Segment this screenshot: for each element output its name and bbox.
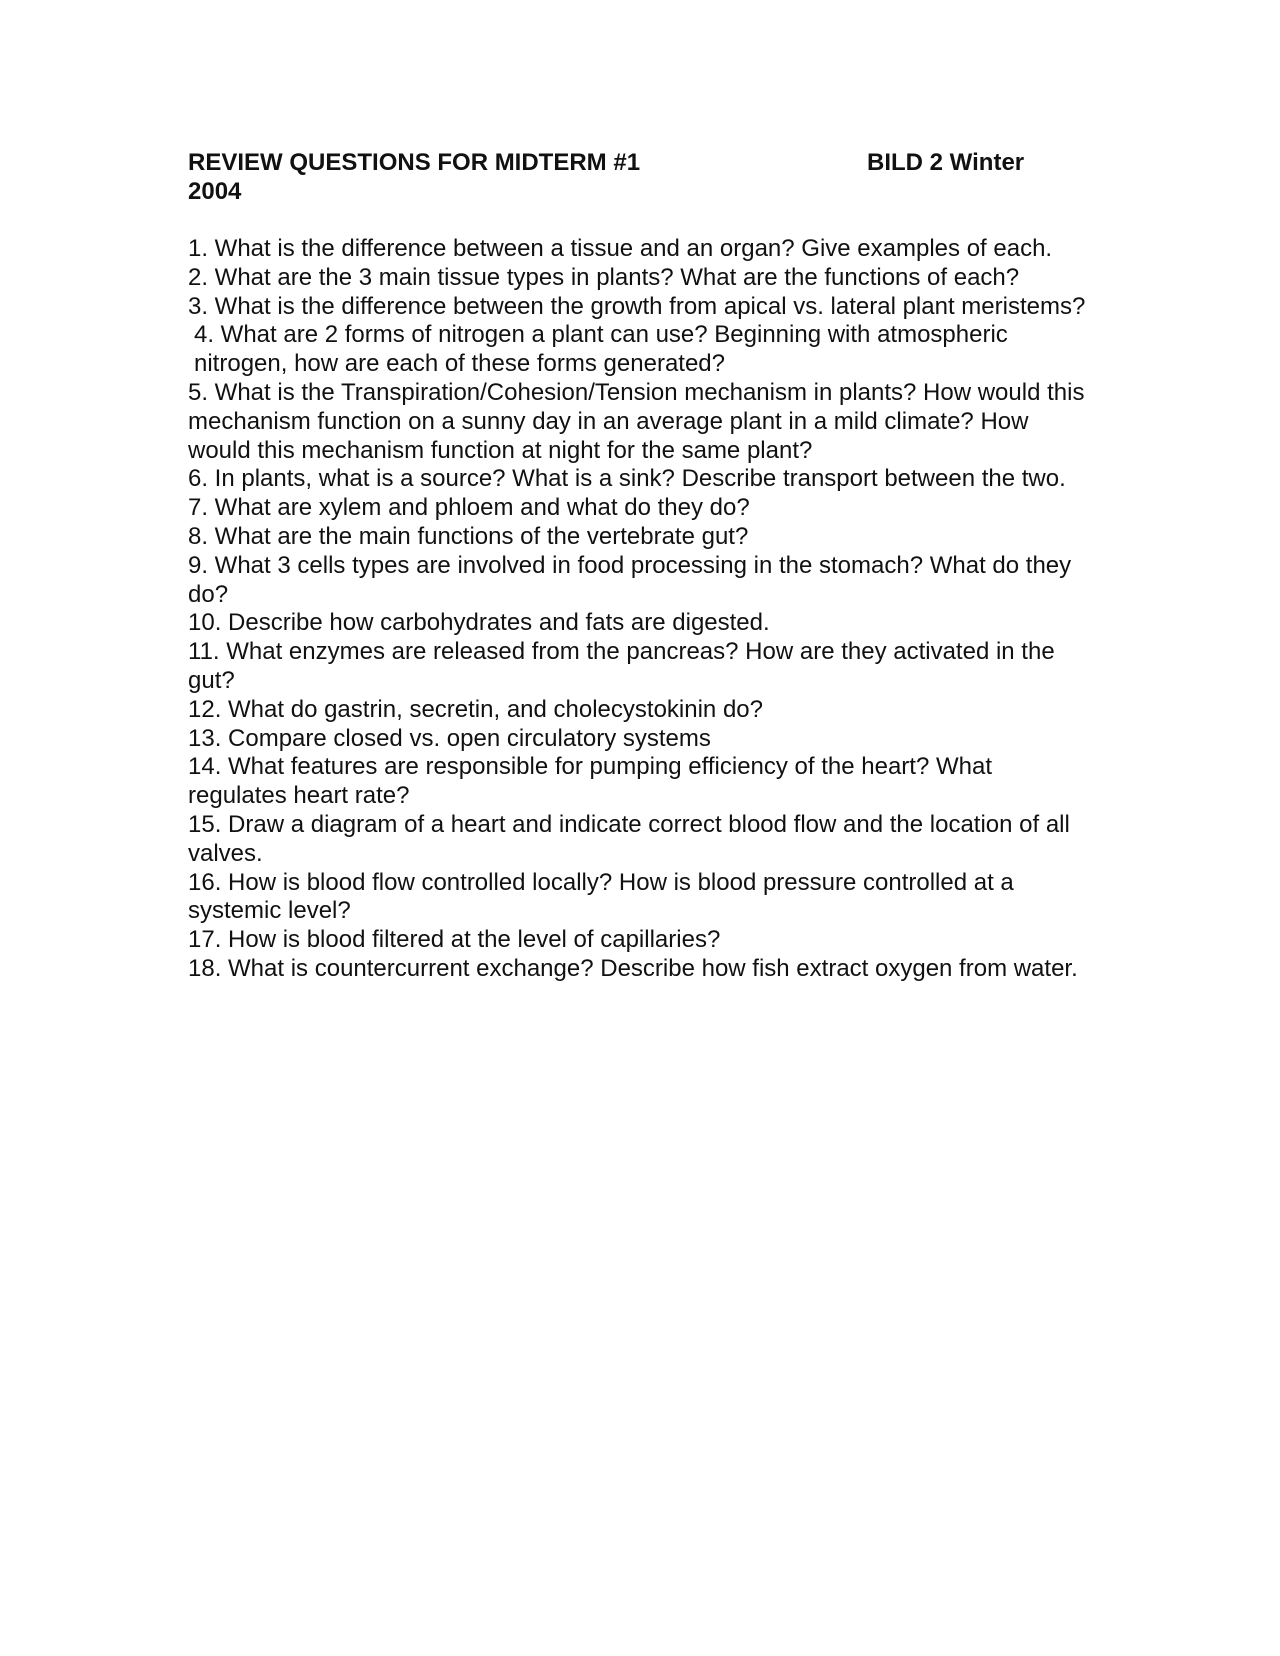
question-2: 2. What are the 3 main tissue types in plants? What are the functions of each?	[188, 263, 1020, 291]
question-17: 17. How is blood filtered at the level of capillaries?	[188, 926, 721, 954]
question-14: 14. What features are responsible for pumping efficiency of the heart? What regulates heart rate?	[188, 753, 992, 810]
question-7: 7. What are xylem and phloem and what do they do?	[188, 494, 750, 522]
question-13: 13. Compare closed vs. open circulatory systems	[188, 724, 711, 752]
question-8: 8. What are the main functions of the vertebrate gut?	[188, 522, 749, 550]
question-9: 9. What 3 cells types are involved in food processing in the stomach? What do they do?	[188, 551, 1072, 608]
question-15: 15. Draw a diagram of a heart and indicate correct blood flow and the location of all valves.	[188, 810, 1070, 867]
question-list	[188, 235, 1093, 984]
question-16: 16. How is blood flow controlled locally? How is blood pressure controlled at a systemic level?	[188, 868, 1014, 925]
question-5: 5. What is the Transpiration/Cohesion/Tension mechanism in plants? How would this mechanism function on a sunny day in an average plant in a mild climate? How would this mechanism function at night for the same plant?	[188, 378, 1085, 464]
question-11: 11. What enzymes are released from the pancreas? How are they activated in the gut?	[188, 638, 1055, 694]
course-year: 2004	[188, 178, 242, 205]
question-4: 4. What are 2 forms of nitrogen a plant can use? Beginning with atmospheric nitrogen, how are each of these forms generated?	[194, 321, 1008, 378]
document-title: REVIEW QUESTIONS FOR MIDTERM #1	[188, 149, 641, 176]
question-18: 18. What is countercurrent exchange? Describe how fish extract oxygen from water.	[188, 954, 1078, 982]
course-term: BILD 2 Winter	[867, 149, 1025, 176]
document-header	[188, 148, 1093, 206]
document-page	[188, 148, 1093, 984]
question-6: 6. In plants, what is a source? What is a sink? Describe transport between the two.	[188, 465, 1066, 493]
question-10: 10. Describe how carbohydrates and fats are digested.	[188, 609, 770, 637]
header-line	[188, 148, 1093, 177]
question-3: 3. What is the difference between the growth from apical vs. lateral plant meristems?	[188, 292, 1086, 320]
question-12: 12. What do gastrin, secretin, and cholecystokinin do?	[188, 695, 763, 723]
question-1: 1. What is the difference between a tissue and an organ? Give examples of each.	[188, 235, 1053, 262]
